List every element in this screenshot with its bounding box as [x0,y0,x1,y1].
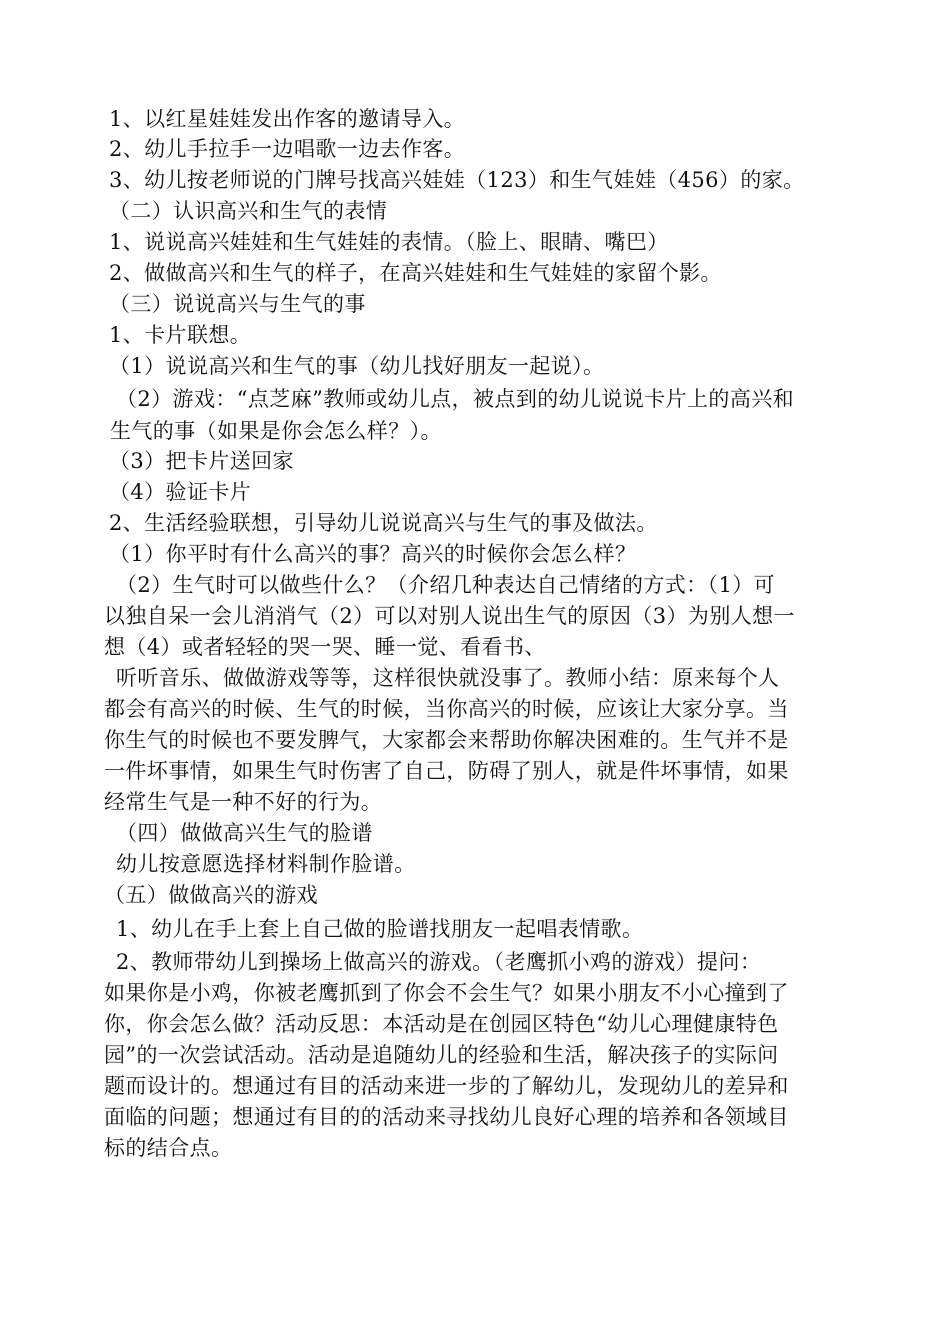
text-line: 听听音乐、做做游戏等等，这样很快就没事了。教师小结：原来每个人 [116,666,780,690]
text-line: 题而设计的。想通过有目的活动来进一步的了解幼儿，发现幼儿的差异和 [104,1074,789,1098]
text-line: 一件坏事情，如果生气时伤害了自己，防碍了别人，就是件坏事情，如果 [104,759,789,783]
text-line: 3、幼儿按老师说的门牌号找高兴娃娃（123）和生气娃娃（456）的家。 [109,168,805,192]
text-line: 如果你是小鸡，你被老鹰抓到了你会不会生气？如果小朋友不小心撞到了 [104,981,789,1005]
section-heading: （三）说说高兴与生气的事 [109,292,366,316]
text-line: （2）游戏：“点芝麻”教师或幼儿点，被点到的幼儿说说卡片上的高兴和 [116,387,795,411]
text-line: 面临的问题；想通过有目的的活动来寻找幼儿良好心理的培养和各领域目 [104,1105,789,1129]
text-line: 你，你会怎么做？活动反思：本活动是在创园区特色“幼儿心理健康特色 [104,1012,779,1036]
text-line: 2、幼儿手拉手一边唱歌一边去作客。 [109,137,466,161]
text-line: 1、幼儿在手上套上自己做的脸谱找朋友一起唱表情歌。 [116,917,644,941]
text-line: 想（4）或者轻轻的哭一哭、睡一觉、看看书、 [104,635,546,659]
text-line: 幼儿按意愿选择材料制作脸谱。 [116,852,416,876]
text-line: （1）说说高兴和生气的事（幼儿找好朋友一起说）。 [109,354,605,378]
text-line: 1、说说高兴娃娃和生气娃娃的表情。（脸上、眼睛、嘴巴） [109,230,669,254]
text-line: 以独自呆一会儿消消气（2）可以对别人说出生气的原因（3）为别人想一 [104,604,795,628]
text-line: 2、做做高兴和生气的样子，在高兴娃娃和生气娃娃的家留个影。 [109,261,722,285]
text-line: 园”的一次尝试活动。活动是追随幼儿的经验和生活，解决孩子的实际问 [104,1043,779,1067]
text-line: 2、教师带幼儿到操场上做高兴的游戏。（老鹰抓小鸡的游戏）提问： [116,950,762,974]
text-line: 2、生活经验联想，引导幼儿说说高兴与生气的事及做法。 [109,511,658,535]
text-line: 标的结合点。 [104,1136,233,1160]
section-heading: （四）做做高兴生气的脸谱 [116,821,373,845]
text-line: 都会有高兴的时候、生气的时候，当你高兴的时候，应该让大家分享。当 [104,697,789,721]
text-line: （2）生气时可以做些什么？（介绍几种表达自己情绪的方式：（1）可 [116,573,776,597]
text-line: 经常生气是一种不好的行为。 [104,790,383,814]
text-line: 你生气的时候也不要发脾气，大家都会来帮助你解决困难的。生气并不是 [104,728,789,752]
section-heading: （二）认识高兴和生气的表情 [109,199,388,223]
section-heading: （五）做做高兴的游戏 [104,883,318,907]
text-line: 1、卡片联想。 [109,323,252,347]
text-line: （1）你平时有什么高兴的事？高兴的时候你会怎么样？ [109,542,637,566]
text-line: 生气的事（如果是你会怎么样？）。 [110,419,442,443]
text-line: （4）验证卡片 [109,480,252,504]
text-line: （3）把卡片送回家 [109,449,294,473]
text-line: 1、以红星娃娃发出作客的邀请导入。 [109,107,466,131]
